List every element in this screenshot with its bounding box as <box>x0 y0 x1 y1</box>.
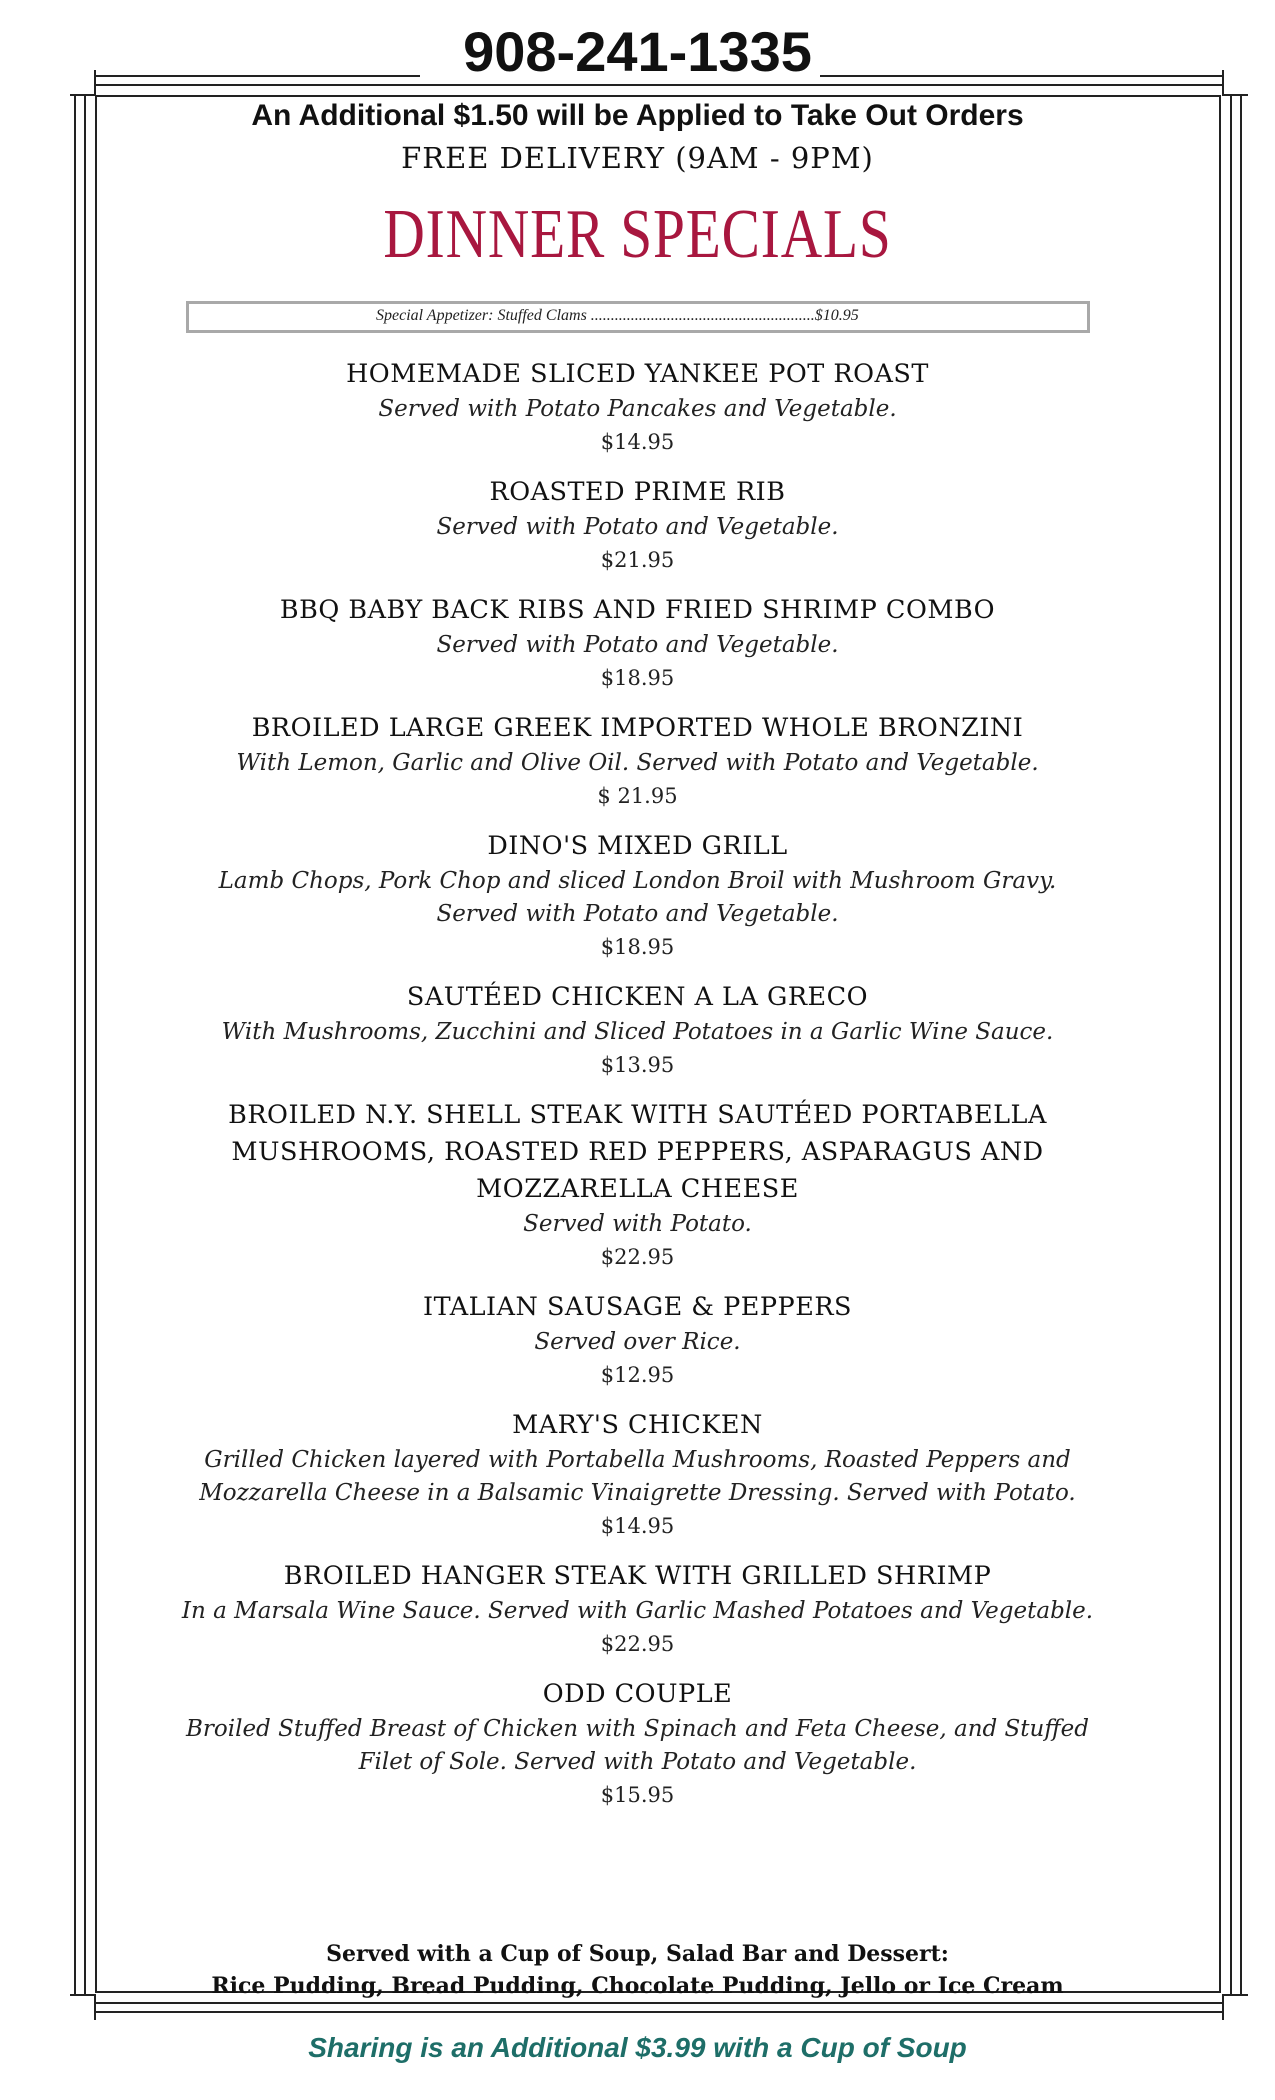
item-description: Grilled Chicken layered with Portabella Mushrooms, Roasted Peppers and <box>204 1447 1071 1473</box>
menu-item <box>130 979 1145 1081</box>
item-name: BROILED LARGE GREEK IMPORTED WHOLE BRONZINI <box>251 713 1024 743</box>
item-price: $21.95 <box>600 548 675 572</box>
item-price: $22.95 <box>600 1632 675 1656</box>
special-appetizer <box>376 304 859 328</box>
menu-item <box>130 1676 1145 1811</box>
item-name: ODD COUPLE <box>542 1679 733 1709</box>
item-price: $14.95 <box>600 430 675 454</box>
appetizer-leader: ........................................................ <box>590 307 815 324</box>
item-description-line-2: Mozzarella Cheese in a Balsamic Vinaigrette Dressing. Served with Potato. <box>199 1480 1076 1506</box>
item-name: ROASTED PRIME RIB <box>489 477 786 507</box>
item-description: Served over Rice. <box>534 1329 741 1355</box>
item-name: SAUTÉED CHICKEN A LA GRECO <box>406 982 869 1012</box>
item-description: Served with Potato and Vegetable. <box>436 514 839 540</box>
menu-item <box>130 1558 1145 1660</box>
item-price: $18.95 <box>600 935 675 959</box>
item-price: $18.95 <box>600 666 675 690</box>
item-description: Lamb Chops, Pork Chop and sliced London Broil with Mushroom Gravy. <box>218 868 1057 894</box>
item-price: $12.95 <box>600 1363 675 1387</box>
item-name: BBQ BABY BACK RIBS AND FRIED SHRIMP COMBO <box>279 595 996 625</box>
served-with-note <box>0 1938 1275 2002</box>
item-description-line-2: Filet of Sole. Served with Potato and Vegetable. <box>358 1749 917 1775</box>
menu-items <box>130 356 1145 1827</box>
item-name: HOMEMADE SLICED YANKEE POT ROAST <box>346 359 929 389</box>
item-name-line-3: MOZZARELLA CHEESE <box>476 1174 799 1204</box>
menu-item <box>130 828 1145 963</box>
served-with-line-1: Served with a Cup of Soup, Salad Bar and Dessert: <box>326 1941 949 1967</box>
menu-item <box>130 1289 1145 1391</box>
item-price: $15.95 <box>600 1783 675 1807</box>
item-description: Served with Potato and Vegetable. <box>436 632 839 658</box>
menu-item <box>130 356 1145 458</box>
item-price: $13.95 <box>600 1053 675 1077</box>
item-description: With Mushrooms, Zucchini and Sliced Potatoes in a Garlic Wine Sauce. <box>221 1019 1054 1045</box>
sharing-note: Sharing is an Additional $3.99 with a Cup of Soup <box>308 2032 967 2063</box>
menu-item <box>130 592 1145 694</box>
item-name: BROILED HANGER STEAK WITH GRILLED SHRIMP <box>283 1561 992 1591</box>
item-name: MARY'S CHICKEN <box>512 1410 763 1440</box>
menu-item <box>130 1407 1145 1542</box>
menu-item <box>130 710 1145 812</box>
item-description-line-2: Served with Potato and Vegetable. <box>436 901 839 927</box>
item-description: With Lemon, Garlic and Olive Oil. Served with Potato and Vegetable. <box>236 750 1039 776</box>
served-with-line-2: Rice Pudding, Bread Pudding, Chocolate Pudding, Jello or Ice Cream <box>211 1973 1064 1999</box>
item-name-line-2: MUSHROOMS, ROASTED RED PEPPERS, ASPARAGUS AND <box>231 1137 1044 1167</box>
item-description: Served with Potato Pancakes and Vegetable. <box>378 396 897 422</box>
item-price: $22.95 <box>600 1245 675 1269</box>
item-price: $ 21.95 <box>597 784 678 808</box>
item-name: BROILED N.Y. SHELL STEAK WITH SAUTÉED PORTABELLA <box>228 1100 1047 1130</box>
phone-number[interactable]: 908-241-1335 <box>463 20 812 83</box>
appetizer-label: Special Appetizer: Stuffed Clams <box>376 307 587 324</box>
menu-item <box>130 474 1145 576</box>
menu-item <box>130 1097 1145 1273</box>
item-description: Broiled Stuffed Breast of Chicken with Spinach and Feta Cheese, and Stuffed <box>185 1716 1089 1742</box>
item-price: $14.95 <box>600 1514 675 1538</box>
delivery-notice: FREE DELIVERY (9AM - 9PM) <box>401 141 874 175</box>
takeout-notice: An Additional $1.50 will be Applied to Take Out Orders <box>251 99 1024 132</box>
item-name: DINO'S MIXED GRILL <box>487 831 788 861</box>
item-name: ITALIAN SAUSAGE & PEPPERS <box>423 1292 852 1322</box>
item-description: Served with Potato. <box>523 1211 752 1237</box>
item-description: In a Marsala Wine Sauce. Served with Garlic Mashed Potatoes and Vegetable. <box>181 1598 1094 1624</box>
appetizer-price: $10.95 <box>814 307 859 324</box>
page-title: DINNER SPECIALS <box>383 196 892 273</box>
